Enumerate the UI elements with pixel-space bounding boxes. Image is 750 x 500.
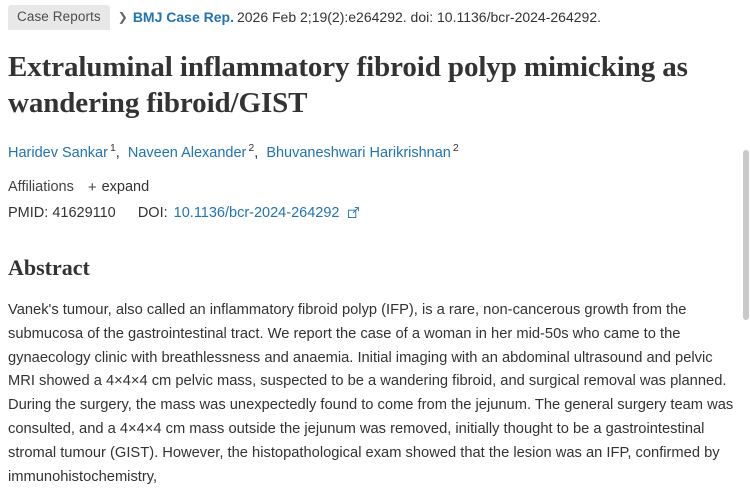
scrollbar-thumb[interactable] [743,150,749,320]
publication-type-pill[interactable]: Case Reports [8,5,110,30]
author-link[interactable]: Bhuvaneshwari Harikrishnan [266,145,451,162]
affiliations-row [8,179,742,196]
external-link-icon [348,206,359,222]
author-affiliation-marker: 2 [248,142,255,155]
page-title: Extraluminal inflammatory fibroid polyp mimicking as wandering fibroid/GIST [8,51,688,119]
author-link[interactable]: Naveen Alexander [127,145,247,162]
breadcrumb [8,0,742,30]
page-scrollbar[interactable] [742,0,750,500]
journal-link[interactable]: BMJ Case Rep. [132,9,234,25]
abstract-text: Vanek's tumour, also called an inflammatory fibroid polyp (IFP), is a rare, non-cancerous growth from the submucosa of the gastrointestinal tract. We report the case of a woman in her mid-50s who came to the gynaecology clinic with breathlessness and anaemia. Initial imaging with an abdominal ultrasound and pelvic MRI showed a 4×4×4 cm pelvic mass, suspected to be a wandering fibroid, and surgical removal was planned. During the surgery, the mass was unexpectedly found to come from the jejunum. The general surgery team was consulted, and a 4×4×4 cm mass outside the jejunum was removed, initially thought to be a gastrointestinal stromal tumour (GIST). However, the histopathological exam showed that the lesion was an IFP, confirmed by immunohistochemistry, [8,301,734,485]
doi-label: DOI: [137,204,168,221]
pmid-value: 41629110 [52,204,116,221]
pmid-label: PMID: [8,204,49,221]
doi-link[interactable]: 10.1136/bcr-2024-264292 [173,204,340,221]
author-link[interactable]: Haridev Sankar [8,145,108,162]
author-affiliation-marker: 2 [452,142,459,155]
expand-label: expand [101,179,150,196]
abstract-heading: Abstract [8,254,90,280]
citation-details: 2026 Feb 2;19(2):e264292. doi: 10.1136/bcr-2024-264292. [236,9,601,25]
author-list: Haridev Sankar $^1$, Naveen Alexander $^2$, Bhuvaneshwari Harikrishnan $^2$ [8,142,459,162]
identifiers-row [8,205,742,221]
chevron-right-icon: ❯ [117,10,128,24]
plus-icon: + [87,178,97,196]
affiliations-label: Affiliations [8,179,74,196]
author-affiliation-marker: 1 [109,142,116,155]
expand-affiliations-button[interactable] [88,179,149,196]
